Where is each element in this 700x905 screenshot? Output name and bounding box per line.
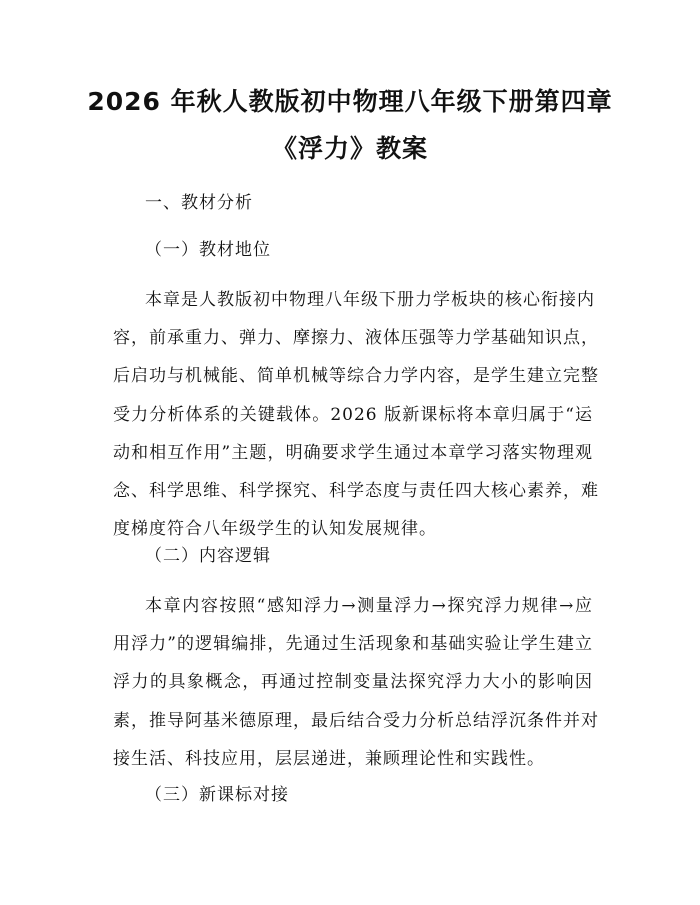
paragraph-line: 后启功与机械能、简单机械等综合力学内容，是学生建立完整 xyxy=(113,366,599,387)
paragraph-line: 本章内容按照“感知浮力→测量浮力→探究浮力规律→应 xyxy=(145,596,593,616)
paragraph-content-logic xyxy=(113,594,599,785)
document-title-line-1: 2026 年秋人教版初中物理八年级下册第四章 xyxy=(87,87,613,116)
paragraph-line: 素，推导阿基米德原理，最后结合受力分析总结浮沉条件并对 xyxy=(113,710,599,731)
paragraph-textbook-position xyxy=(113,288,599,555)
subsection-heading-content-logic: （二）内容逻辑 xyxy=(145,546,271,566)
paragraph-line: 用浮力”的逻辑编排，先通过生活现象和基础实验让学生建立 xyxy=(113,634,593,655)
subsection-heading-textbook-position: （一）教材地位 xyxy=(145,240,271,260)
paragraph-line: 动和相互作用”主题，明确要求学生通过本章学习落实物理观 xyxy=(113,442,593,463)
paragraph-line: 本章是人教版初中物理八年级下册力学板块的核心衔接内 xyxy=(145,290,595,310)
section-heading-textbook-analysis: 一、教材分析 xyxy=(145,193,253,213)
paragraph-line: 接生活、科技应用，层层递进，兼顾理论性和实践性。 xyxy=(113,748,545,769)
paragraph-line: 容，前承重力、弹力、摩擦力、液体压强等力学基础知识点， xyxy=(113,328,599,349)
subsection-heading-new-curriculum: （三）新课标对接 xyxy=(145,785,289,805)
paragraph-line: 念、科学思维、科学探究、科学态度与责任四大核心素养，难 xyxy=(113,480,599,501)
paragraph-line: 浮力的具象概念，再通过控制变量法探究浮力大小的影响因 xyxy=(113,672,593,693)
paragraph-line: 受力分析体系的关键载体。2026 版新课标将本章归属于“运 xyxy=(113,404,593,425)
document-title-line-2: 《浮力》教案 xyxy=(271,134,428,163)
paragraph-line: 度梯度符合八年级学生的认知发展规律。 xyxy=(113,519,437,540)
